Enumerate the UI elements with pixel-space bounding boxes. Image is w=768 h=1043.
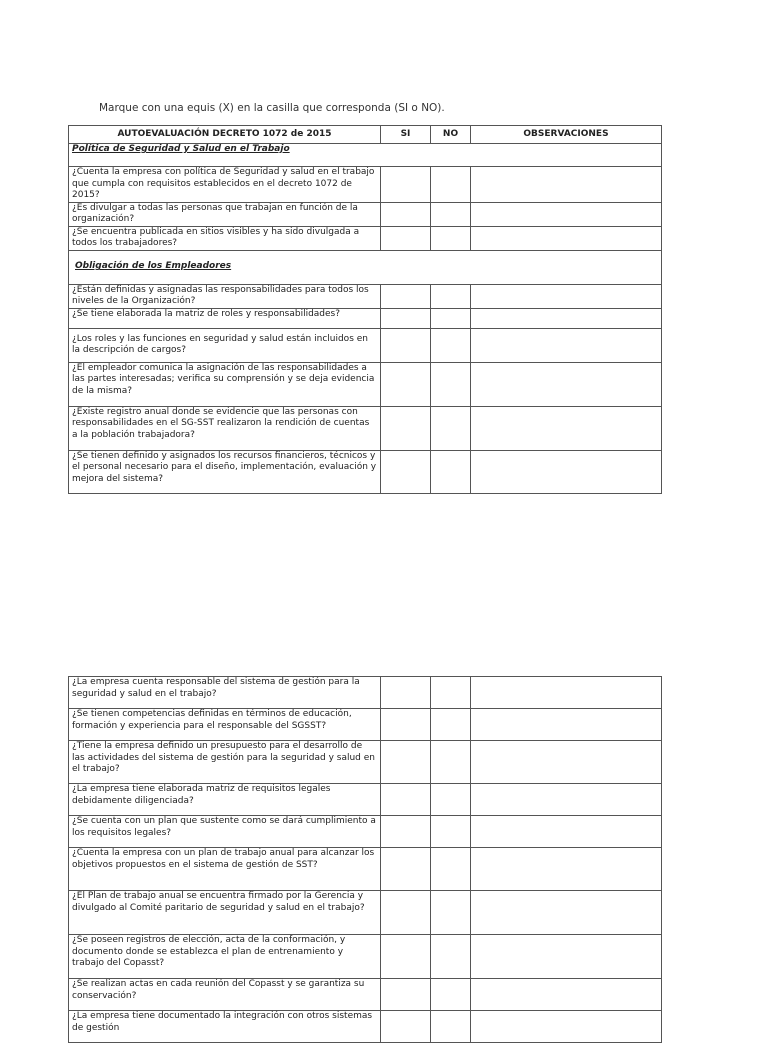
table-row: [69, 979, 662, 1011]
section-title: Política de Seguridad y Salud en el Trabajo: [69, 144, 662, 167]
header-question: AUTOEVALUACIÓN DECRETO 1072 de 2015: [69, 126, 381, 144]
table-row: [69, 784, 662, 816]
question-cell: ¿Existe registro anual donde se evidencie que las personas con responsabilidades en el SG-SST realizaron la rendición de cuentas a la población trabajadora?: [69, 406, 381, 450]
observations-cell[interactable]: [471, 677, 662, 709]
no-cell[interactable]: [431, 328, 471, 362]
si-cell[interactable]: [381, 450, 431, 493]
section-row: [69, 144, 662, 167]
table-row: [69, 741, 662, 784]
no-cell[interactable]: [431, 167, 471, 203]
self-assessment-table-page1: [68, 125, 662, 494]
si-cell[interactable]: [381, 816, 431, 848]
question-cell: ¿Se cuenta con un plan que sustente como se dará cumplimiento a los requisitos legales?: [69, 816, 381, 848]
no-cell[interactable]: [431, 677, 471, 709]
table-row: [69, 226, 662, 250]
si-cell[interactable]: [381, 709, 431, 741]
question-cell: ¿Cuenta la empresa con política de Seguridad y salud en el trabajo que cumpla con requisitos establecidos en el decreto 1072 de 2015?: [69, 167, 381, 203]
table-row: [69, 167, 662, 203]
si-cell[interactable]: [381, 979, 431, 1011]
observations-cell[interactable]: [471, 226, 662, 250]
si-cell[interactable]: [381, 677, 431, 709]
si-cell[interactable]: [381, 406, 431, 450]
si-cell[interactable]: [381, 935, 431, 979]
section-row: [69, 250, 662, 284]
question-cell: ¿El Plan de trabajo anual se encuentra firmado por la Gerencia y divulgado al Comité paritario de seguridad y salud en el trabajo?: [69, 891, 381, 935]
question-cell: ¿La empresa tiene elaborada matriz de requisitos legales debidamente diligenciada?: [69, 784, 381, 816]
observations-cell[interactable]: [471, 891, 662, 935]
table-row: [69, 308, 662, 328]
table-row: [69, 406, 662, 450]
si-cell[interactable]: [381, 784, 431, 816]
question-cell: ¿Se tiene elaborada la matriz de roles y responsabilidades?: [69, 308, 381, 328]
observations-cell[interactable]: [471, 308, 662, 328]
question-cell: ¿Tiene la empresa definido un presupuesto para el desarrollo de las actividades del sistema de gestión para la seguridad y salud en el trabajo?: [69, 741, 381, 784]
observations-cell[interactable]: [471, 284, 662, 308]
no-cell[interactable]: [431, 308, 471, 328]
no-cell[interactable]: [431, 891, 471, 935]
question-cell: ¿Se encuentra publicada en sitios visibles y ha sido divulgada a todos los trabajadores?: [69, 226, 381, 250]
observations-cell[interactable]: [471, 362, 662, 406]
no-cell[interactable]: [431, 709, 471, 741]
si-cell[interactable]: [381, 891, 431, 935]
no-cell[interactable]: [431, 1011, 471, 1043]
observations-cell[interactable]: [471, 450, 662, 493]
question-cell: ¿El empleador comunica la asignación de las responsabilidades a las partes interesadas; verifica su comprensión y se deja evidencia de la misma?: [69, 362, 381, 406]
table-row: [69, 891, 662, 935]
observations-cell[interactable]: [471, 935, 662, 979]
table-row: [69, 450, 662, 493]
section-title: Obligación de los Empleadores: [69, 250, 662, 284]
table-row: [69, 1011, 662, 1043]
question-cell: ¿Están definidas y asignadas las responsabilidades para todos los niveles de la Organización?: [69, 284, 381, 308]
observations-cell[interactable]: [471, 328, 662, 362]
si-cell[interactable]: [381, 167, 431, 203]
question-cell: ¿Se poseen registros de elección, acta de la conformación, y documento donde se establezca el plan de entrenamiento y trabajo del Copasst?: [69, 935, 381, 979]
no-cell[interactable]: [431, 848, 471, 891]
self-assessment-table-page2: [68, 676, 662, 1043]
table-row: [69, 202, 662, 226]
si-cell[interactable]: [381, 202, 431, 226]
si-cell[interactable]: [381, 284, 431, 308]
observations-cell[interactable]: [471, 848, 662, 891]
no-cell[interactable]: [431, 202, 471, 226]
observations-cell[interactable]: [471, 709, 662, 741]
si-cell[interactable]: [381, 226, 431, 250]
question-cell: ¿Se realizan actas en cada reunión del Copasst y se garantiza su conservación?: [69, 979, 381, 1011]
question-cell: ¿Se tienen definido y asignados los recursos financieros, técnicos y el personal necesario para el diseño, implementación, evaluación y mejora del sistema?: [69, 450, 381, 493]
header-si: SI: [381, 126, 431, 144]
no-cell[interactable]: [431, 979, 471, 1011]
observations-cell[interactable]: [471, 979, 662, 1011]
observations-cell[interactable]: [471, 1011, 662, 1043]
observations-cell[interactable]: [471, 167, 662, 203]
table-row: [69, 935, 662, 979]
observations-cell[interactable]: [471, 202, 662, 226]
observations-cell[interactable]: [471, 816, 662, 848]
question-cell: ¿Cuenta la empresa con un plan de trabajo anual para alcanzar los objetivos propuestos en el sistema de gestión de SST?: [69, 848, 381, 891]
si-cell[interactable]: [381, 1011, 431, 1043]
observations-cell[interactable]: [471, 784, 662, 816]
table-row: [69, 848, 662, 891]
no-cell[interactable]: [431, 935, 471, 979]
no-cell[interactable]: [431, 362, 471, 406]
si-cell[interactable]: [381, 741, 431, 784]
header-no: NO: [431, 126, 471, 144]
table-row: [69, 328, 662, 362]
table-header-row: [69, 126, 662, 144]
question-cell: ¿Es divulgar a todas las personas que trabajan en función de la organización?: [69, 202, 381, 226]
si-cell[interactable]: [381, 848, 431, 891]
si-cell[interactable]: [381, 362, 431, 406]
no-cell[interactable]: [431, 816, 471, 848]
no-cell[interactable]: [431, 284, 471, 308]
question-cell: ¿La empresa tiene documentado la integración con otros sistemas de gestión: [69, 1011, 381, 1043]
observations-cell[interactable]: [471, 406, 662, 450]
table-row: [69, 284, 662, 308]
question-cell: ¿Se tienen competencias definidas en términos de educación, formación y experiencia para el responsable del SGSST?: [69, 709, 381, 741]
no-cell[interactable]: [431, 450, 471, 493]
si-cell[interactable]: [381, 308, 431, 328]
no-cell[interactable]: [431, 406, 471, 450]
header-observations: OBSERVACIONES: [471, 126, 662, 144]
table-row: [69, 709, 662, 741]
question-cell: ¿La empresa cuenta responsable del sistema de gestión para la seguridad y salud en el trabajo?: [69, 677, 381, 709]
observations-cell[interactable]: [471, 741, 662, 784]
table-row: [69, 362, 662, 406]
si-cell[interactable]: [381, 328, 431, 362]
instruction-text: Marque con una equis (X) en la casilla que corresponda (SI o NO).: [99, 102, 445, 114]
no-cell[interactable]: [431, 784, 471, 816]
question-cell: ¿Los roles y las funciones en seguridad y salud están incluidos en la descripción de cargos?: [69, 328, 381, 362]
no-cell[interactable]: [431, 741, 471, 784]
table-row: [69, 816, 662, 848]
table-row: [69, 677, 662, 709]
no-cell[interactable]: [431, 226, 471, 250]
